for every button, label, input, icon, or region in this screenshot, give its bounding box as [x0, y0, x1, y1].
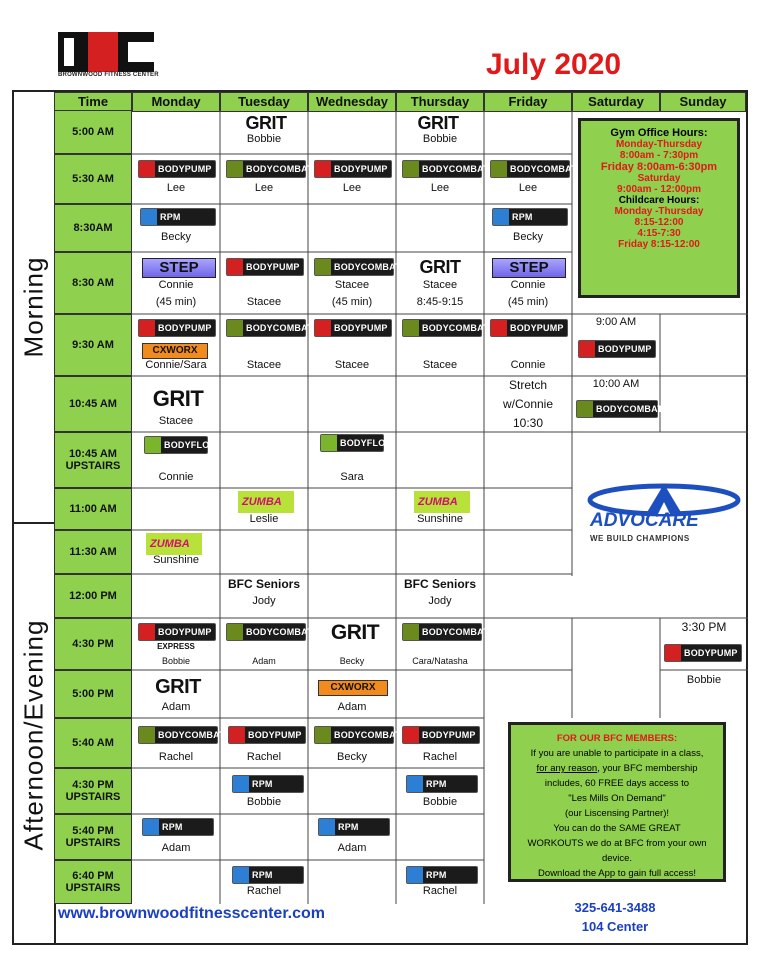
instructor-label: Stacee	[422, 359, 458, 371]
morning-label: Morning	[18, 256, 49, 358]
rpm-badge: RPM	[142, 818, 214, 836]
members-line: includes, 60 FREE days access to	[544, 778, 690, 789]
time-cell: 10:45 AM UPSTAIRS	[54, 432, 132, 488]
instructor-label: Becky	[339, 656, 365, 666]
members-line: Download the App to gain full access!	[538, 868, 696, 879]
instructor-label: Becky	[161, 231, 191, 243]
instructor-label: Rachel	[422, 751, 458, 763]
rpm-icon	[143, 819, 159, 835]
time-cell: 5:40 PM UPSTAIRS	[54, 814, 132, 860]
bodycombat-badge: BODYCOMBAT	[402, 160, 482, 178]
bodycombat-icon	[403, 161, 419, 177]
instructor-label: Adam	[161, 842, 191, 854]
instructor-label: Lee	[430, 182, 450, 194]
bfc-logo-mark	[58, 32, 154, 72]
header-friday: Friday	[484, 92, 572, 112]
grit-logo: GRIT	[155, 676, 201, 698]
saturday-time: 9:00 AM	[595, 316, 637, 328]
express-label: EXPRESS	[157, 642, 195, 651]
rpm-badge: RPM	[232, 866, 304, 884]
instructor-label: Adam	[161, 701, 191, 713]
bodypump-badge: BODYPUMP	[138, 623, 216, 641]
hours-line: 8:15-12:00	[634, 217, 684, 228]
time-cell: 8:30 AM	[54, 252, 132, 314]
instructor-label: Connie	[158, 471, 194, 483]
rpm-icon	[493, 209, 509, 225]
bodycombat-icon	[315, 259, 331, 275]
bodypump-badge: BODYPUMP	[226, 258, 304, 276]
bodycombat-badge: BODYCOMBAT	[576, 400, 658, 418]
bodyflow-badge: BODYFLOW	[144, 436, 208, 454]
grit-logo: GRIT	[152, 386, 204, 411]
time-cell: 9:30 AM	[54, 314, 132, 376]
members-line: WORKOUTS we do at BFC from your own	[527, 838, 707, 849]
header-sunday: Sunday	[660, 92, 746, 112]
header-time: Time	[54, 92, 132, 112]
morning-section	[14, 92, 56, 522]
bodycombat-badge: BODYCOMBAT	[226, 319, 306, 337]
rpm-badge: RPM	[318, 818, 390, 836]
bodyflow-badge: BODYFLOW	[320, 434, 384, 452]
instructor-label: Rachel	[246, 885, 282, 897]
bodypump-icon	[139, 624, 155, 640]
time-cell: 10:45 AM	[54, 376, 132, 432]
bodypump-badge: BODYPUMP	[402, 726, 480, 744]
evening-section	[14, 522, 56, 945]
bodycombat-icon	[491, 161, 507, 177]
bodypump-badge: BODYPUMP	[578, 340, 656, 358]
rpm-icon	[233, 776, 249, 792]
members-line: You can do the SAME GREAT	[553, 823, 681, 834]
instructor-label: Leslie	[249, 513, 279, 525]
bodycombat-icon	[315, 727, 331, 743]
instructor-label: Rachel	[158, 751, 194, 763]
bfc-seniors-label: BFC Seniors	[227, 577, 300, 591]
bodypump-badge: BODYPUMP	[490, 319, 568, 337]
bodypump-icon	[227, 259, 243, 275]
step-badge: STEP	[142, 258, 216, 278]
time-cell: 5:30 AM	[54, 154, 132, 204]
bodycombat-badge: BODYCOMBAT	[402, 623, 482, 641]
weekend-grid	[572, 314, 748, 618]
bodypump-icon	[139, 161, 155, 177]
instructor-label: Stacee	[334, 359, 370, 371]
hours-line: 9:00am - 12:00pm	[617, 184, 701, 195]
bodypump-icon	[579, 341, 595, 357]
hours-line: Monday -Thursday	[614, 206, 704, 217]
step-badge: STEP	[492, 258, 566, 278]
instructor-label: Becky	[337, 751, 367, 763]
members-line: "Les Mills On Demand"	[568, 793, 666, 804]
header-monday: Monday	[132, 92, 220, 112]
advocare-logo	[584, 480, 740, 550]
stretch-label: w/Connie	[502, 397, 554, 411]
cxworx-badge: CXWORX	[318, 680, 388, 696]
header-thursday: Thursday	[396, 92, 484, 112]
evening-label: Afternoon/Evening	[18, 619, 49, 850]
stretch-label: 10:30	[512, 416, 544, 430]
bodypump-badge: BODYPUMP	[314, 319, 392, 337]
grit-logo: GRIT	[330, 621, 380, 644]
instructor-label: Lee	[342, 182, 362, 194]
time-cell: 4:30 PM	[54, 618, 132, 670]
time-cell: 6:40 PM UPSTAIRS	[54, 860, 132, 904]
advocare-tagline: WE BUILD CHAMPIONS	[590, 534, 690, 543]
duration-label: (45 min)	[155, 296, 197, 308]
instructor-label: Lee	[166, 182, 186, 194]
rpm-badge: RPM	[406, 775, 478, 793]
bodycombat-icon	[227, 320, 243, 336]
sunday-time: 3:30 PM	[681, 620, 727, 634]
bodypump-badge: BODYPUMP	[228, 726, 306, 744]
time-cell: 12:00 PM	[54, 574, 132, 618]
bodypump-badge: BODYPUMP	[138, 319, 216, 337]
rpm-badge: RPM	[406, 866, 478, 884]
header-saturday: Saturday	[572, 92, 660, 112]
bodypump-badge: BODYPUMP	[664, 644, 742, 662]
instructor-label: Adam	[252, 656, 276, 666]
instructor-label: Stacee	[158, 415, 194, 427]
bodyflow-icon	[321, 435, 337, 451]
bodypump-icon	[229, 727, 245, 743]
grit-logo: GRIT	[419, 257, 461, 277]
instructor-label: Cara/Natasha	[412, 656, 468, 666]
bfc-seniors-label: BFC Seniors	[403, 577, 476, 591]
time-label: 8:45-9:15	[416, 296, 464, 308]
instructor-label: Connie	[510, 359, 546, 371]
members-line-rest: , your BFC membership	[597, 763, 698, 774]
bodycombat-badge: BODYCOMBAT	[226, 160, 306, 178]
instructor-label: Bobbie	[422, 133, 458, 145]
bodycombat-badge: BODYCOMBAT	[314, 726, 394, 744]
website-link[interactable]: www.brownwoodfitnesscenter.com	[58, 905, 325, 922]
members-line: If you are unable to participate in a class,	[530, 748, 704, 759]
bodypump-icon	[403, 727, 419, 743]
instructor-label: Connie	[158, 279, 194, 291]
rpm-badge: RPM	[492, 208, 568, 226]
time-cell: 4:30 PM UPSTAIRS	[54, 768, 132, 814]
instructor-label: Bobbie	[686, 674, 722, 686]
zumba-badge: ZUMBA	[146, 533, 202, 555]
hours-line: Monday-Thursday	[615, 139, 703, 150]
gym-hours-box	[578, 118, 740, 298]
instructor-label: Rachel	[246, 751, 282, 763]
rpm-icon	[319, 819, 335, 835]
bodycombat-icon	[403, 320, 419, 336]
instructor-label: Jody	[252, 595, 276, 607]
rpm-badge: RPM	[232, 775, 304, 793]
bodycombat-badge: BODYCOMBAT	[314, 258, 394, 276]
rpm-icon	[233, 867, 249, 883]
members-line: device.	[601, 853, 633, 864]
time-cell: 5:00 PM	[54, 670, 132, 718]
bodypump-badge: BODYPUMP	[314, 160, 392, 178]
instructor-label: Stacee	[246, 359, 282, 371]
instructor-label: Sunshine	[153, 554, 199, 566]
bodypump-icon	[491, 320, 507, 336]
rpm-icon	[407, 776, 423, 792]
members-line: (our Liscensing Partner)!	[564, 808, 670, 819]
cxworx-badge: CXWORX	[142, 343, 208, 359]
instructor-label: Lee	[518, 182, 538, 194]
duration-label: (45 min)	[507, 296, 549, 308]
bodycombat-icon	[227, 624, 243, 640]
bodycombat-icon	[139, 727, 155, 743]
bodycombat-badge: BODYCOMBAT	[402, 319, 482, 337]
rpm-icon	[407, 867, 423, 883]
instructor-label: Stacee	[334, 279, 370, 291]
logo-text: BROWNWOOD FITNESS CENTER	[58, 72, 159, 78]
instructor-label: Bobbie	[422, 796, 458, 808]
bodycombat-badge: BODYCOMBAT	[226, 623, 306, 641]
time-cell: 5:40 AM	[54, 718, 132, 768]
instructor-label: Connie/Sara	[145, 359, 207, 371]
instructor-label: Stacee	[422, 279, 458, 291]
members-line	[511, 761, 723, 776]
instructor-label: Lee	[254, 182, 274, 194]
stretch-label: Stretch	[508, 378, 547, 392]
bodycombat-icon	[403, 624, 419, 640]
hours-line: 4:15-7:30	[637, 228, 681, 239]
address: 104 Center	[581, 919, 649, 934]
advocare-name: ADVOCARE	[590, 510, 699, 531]
bodypump-icon	[665, 645, 681, 661]
bodycombat-icon	[577, 401, 593, 417]
bodycombat-badge: BODYCOMBAT	[490, 160, 570, 178]
saturday-time: 10:00 AM	[592, 378, 640, 390]
instructor-label: Connie	[510, 279, 546, 291]
rpm-icon	[141, 209, 157, 225]
bodypump-badge: BODYPUMP	[138, 160, 216, 178]
header-wednesday: Wednesday	[308, 92, 396, 112]
instructor-label: Bobbie	[246, 133, 282, 145]
header-tuesday: Tuesday	[220, 92, 308, 112]
instructor-label: Sunshine	[417, 513, 463, 525]
instructor-label: Rachel	[422, 885, 458, 897]
hours-line: Saturday	[637, 173, 681, 184]
instructor-label: Becky	[513, 231, 543, 243]
instructor-label: Adam	[337, 701, 367, 713]
bodypump-icon	[315, 320, 331, 336]
contact-block	[560, 900, 670, 934]
bodycombat-icon	[227, 161, 243, 177]
hours-line: Friday 8:15-12:00	[618, 239, 700, 250]
instructor-label: Stacee	[246, 296, 282, 308]
bodypump-icon	[139, 320, 155, 336]
rpm-badge: RPM	[140, 208, 216, 226]
bodypump-icon	[315, 161, 331, 177]
bodyflow-icon	[145, 437, 161, 453]
members-info-box	[508, 722, 726, 882]
hours-line: 8:00am - 7:30pm	[619, 150, 699, 161]
phone-number: 325-641-3488	[574, 900, 656, 915]
childcare-title: Childcare Hours:	[618, 195, 700, 206]
grit-logo: GRIT	[417, 113, 459, 133]
time-cell: 5:00 AM	[54, 110, 132, 154]
month-title: July 2020	[486, 48, 622, 81]
time-cell: 8:30AM	[54, 204, 132, 252]
instructor-label: Bobbie	[161, 656, 191, 666]
time-cell: 11:30 AM	[54, 530, 132, 574]
instructor-label: Jody	[428, 595, 452, 607]
gym-hours-title: Gym Office Hours:	[610, 127, 708, 139]
instructor-label: Bobbie	[246, 796, 282, 808]
hours-line: Friday 8:00am-6:30pm	[600, 161, 718, 173]
bodycombat-badge: BODYCOMBAT	[138, 726, 218, 744]
bfc-logo	[58, 32, 159, 82]
members-title: FOR OUR BFC MEMBERS:	[556, 733, 678, 744]
zumba-badge: ZUMBA	[414, 491, 470, 513]
grit-logo: GRIT	[245, 113, 287, 133]
instructor-label: Adam	[337, 842, 367, 854]
duration-label: (45 min)	[331, 296, 373, 308]
zumba-badge: ZUMBA	[238, 491, 294, 513]
members-emphasis: for any reason	[536, 763, 598, 774]
instructor-label: Sara	[340, 471, 364, 483]
time-cell: 11:00 AM	[54, 488, 132, 530]
